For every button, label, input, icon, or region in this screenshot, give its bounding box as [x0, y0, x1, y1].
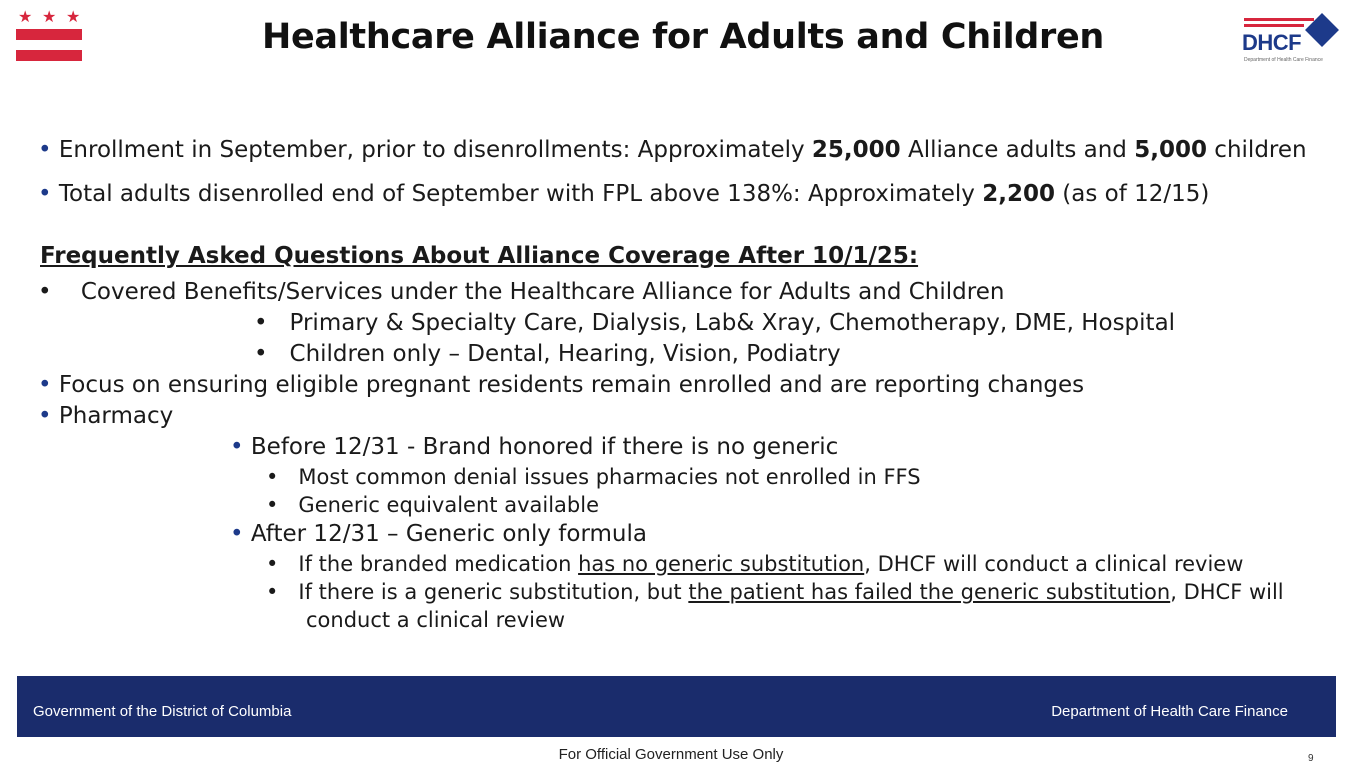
bullet-icon: •	[38, 279, 52, 305]
after-sub-bullet: • If the branded medication has no generic substitution, DHCF will conduct a clinical review	[266, 552, 1244, 576]
bullet-icon: •	[266, 580, 279, 604]
footer-right-text: Department of Health Care Finance	[1051, 703, 1288, 720]
bullet-icon: •	[254, 341, 268, 367]
star-icon: ★	[42, 9, 57, 26]
underlined-phrase: the patient has failed the generic substitution	[688, 580, 1171, 604]
disenrolled-bullet: • Total adults disenrolled end of September with FPL above 138%: Approximately 2,200 (as of 12/15)	[38, 181, 1210, 207]
page-number: 9	[1308, 753, 1314, 764]
pregnant-bullet: • Focus on ensuring eligible pregnant residents remain enrolled and are reporting changes	[38, 372, 1085, 398]
star-icon: ★	[66, 9, 81, 26]
bullet-icon: •	[38, 372, 52, 398]
after-sub-bullet: • If there is a generic substitution, but the patient has failed the generic substitution, DHCF will	[266, 580, 1284, 604]
after-bullet: • After 12/31 – Generic only formula	[230, 521, 647, 547]
adults-count: 25,000	[811, 137, 901, 163]
bullet-icon: •	[266, 465, 279, 489]
official-use-notice: For Official Government Use Only	[558, 746, 784, 763]
dhcf-logo-text: DHCF	[1242, 30, 1302, 55]
star-icon: ★	[18, 9, 33, 26]
covered-sub-bullet: • Primary & Specialty Care, Dialysis, Lab& Xray, Chemotherapy, DME, Hospital	[254, 310, 1176, 336]
pharmacy-bullet: • Pharmacy	[38, 403, 174, 429]
bullet-icon: •	[266, 493, 279, 517]
bullet-icon: •	[266, 552, 279, 576]
dhcf-logo-subtext: Department of Health Care Finance	[1244, 57, 1323, 63]
bullet-icon: •	[38, 137, 52, 163]
slide-title: Healthcare Alliance for Adults and Children	[261, 17, 1105, 57]
bullet-icon: •	[38, 403, 52, 429]
covered-sub-bullet: • Children only – Dental, Hearing, Vision, Podiatry	[254, 341, 841, 367]
bullet-icon: •	[38, 181, 52, 207]
after-sub-bullet-continuation: conduct a clinical review	[306, 608, 566, 632]
enrollment-bullet: • Enrollment in September, prior to disenrollments: Approximately 25,000 Alliance adults and 5,000 children	[38, 137, 1307, 163]
disenrolled-count: 2,200	[982, 181, 1055, 207]
bullet-icon: •	[230, 434, 244, 460]
before-bullet: • Before 12/31 - Brand honored if there is no generic	[230, 434, 839, 460]
underlined-phrase: has no generic substitution	[578, 552, 865, 576]
logo-stripes	[1244, 10, 1314, 30]
before-sub-bullet: • Most common denial issues pharmacies not enrolled in FFS	[266, 465, 921, 489]
before-sub-bullet: • Generic equivalent available	[266, 493, 599, 517]
footer-bar	[17, 676, 1336, 737]
footer-left-text: Government of the District of Columbia	[33, 703, 292, 720]
bullet-icon: •	[230, 521, 244, 547]
faq-heading: Frequently Asked Questions About Alliance Coverage After 10/1/25:	[40, 243, 919, 269]
dhcf-logo	[1240, 8, 1340, 64]
children-count: 5,000	[1134, 137, 1207, 163]
covered-benefits-bullet: • Covered Benefits/Services under the Healthcare Alliance for Adults and Children	[38, 279, 1005, 305]
bullet-icon: •	[254, 310, 268, 336]
